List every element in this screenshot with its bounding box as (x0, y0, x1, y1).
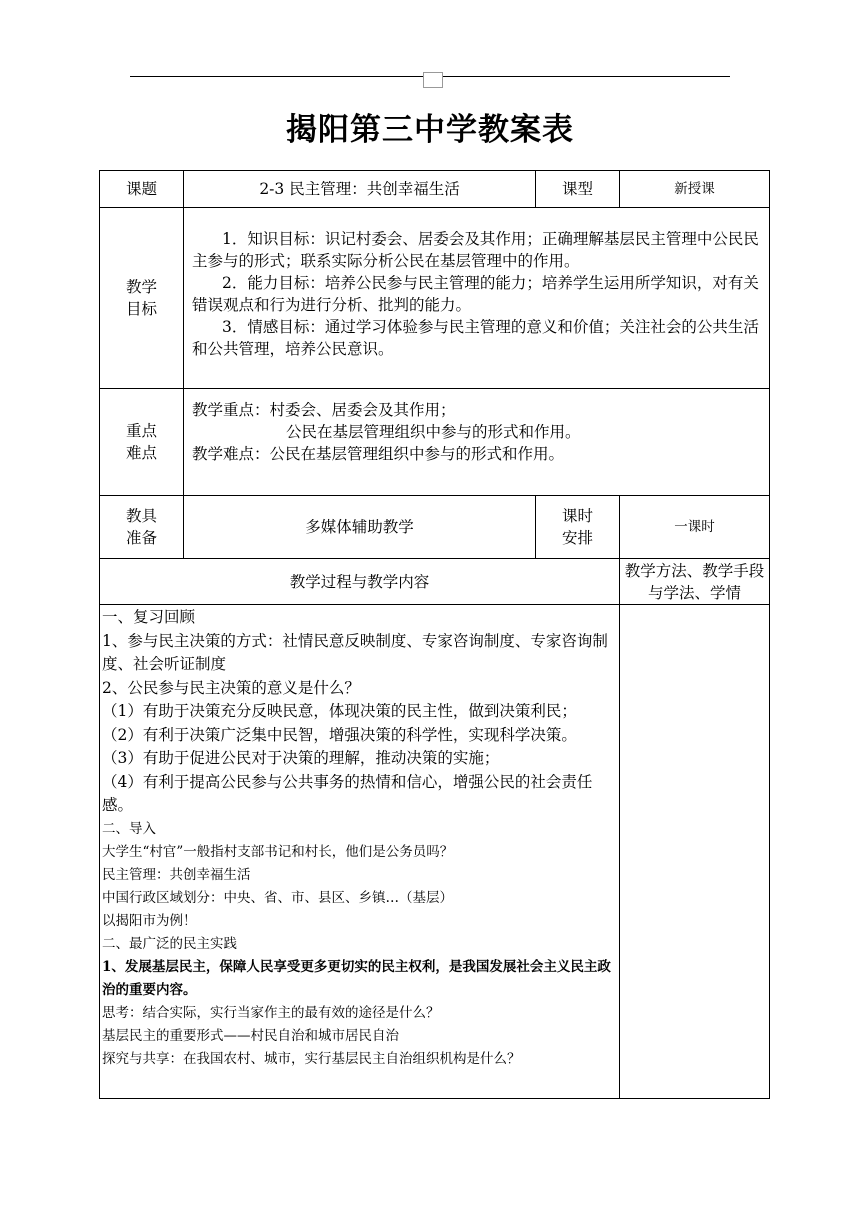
type-label: 课型 (536, 171, 620, 208)
process-methods-content (620, 605, 770, 1099)
difficulty-line: 教学难点：公民在基层管理组织中参与的形式和作用。 (192, 445, 565, 463)
hours-value: 一课时 (620, 496, 770, 559)
key-points-content (184, 389, 770, 496)
key-points-label-line1: 重点 (125, 422, 157, 440)
header-image-placeholder (423, 72, 443, 88)
content-line: 大学生“村官”一般指村支部书记和村长，他们是公务员吗？ (102, 843, 454, 860)
process-header-right: 教学方法、教学手段与学法、学情 (620, 559, 770, 605)
process-header-left: 教学过程与教学内容 (100, 559, 620, 605)
prep-row (100, 496, 770, 559)
content-line: 一、复习回顾 (102, 608, 196, 626)
process-content-row (100, 605, 770, 1099)
content-line: （4）有利于提高公民参与公共事务的热情和信心，增强公民的社会责任感。 (102, 772, 593, 814)
objectives-row (100, 208, 770, 389)
lesson-plan-table (99, 170, 770, 1099)
tools-label-line2: 准备 (125, 529, 157, 547)
topic-row (100, 171, 770, 208)
content-line: （2）有利于决策广泛集中民智，增强决策的科学性，实现科学决策。 (102, 725, 577, 744)
type-value: 新授课 (620, 171, 770, 208)
content-line: 探究与共享：在我国农村、城市，实行基层民主自治组织机构是什么？ (102, 1050, 521, 1067)
objective-emotion: 3．情感目标：通过学习体验参与民主管理的意义和价值；关注社会的公共生活和公共管理，培养公民意识。 (192, 318, 759, 358)
hours-label (536, 496, 620, 559)
content-line: 民主管理：共创幸福生活 (102, 866, 251, 883)
content-line-bold: 1、发展基层民主，保障人民享受更多更切实的民主权利，是我国发展社会主义民主政治的重要内容。 (102, 958, 611, 998)
objectives-label-line1: 教学 (125, 278, 157, 296)
content-line: 二、导入 (102, 820, 156, 837)
content-line: （1）有助于决策充分反映民意，体现决策的民主性，做到决策利民； (102, 702, 577, 720)
content-line: （3）有助于促进公民对于决策的理解，推动决策的实施； (102, 749, 500, 767)
hours-label-line1: 课时 (562, 507, 594, 525)
process-header-row (100, 559, 770, 605)
content-line: 思考：结合实际，实行当家作主的最有效的途径是什么？ (102, 1004, 440, 1021)
tools-label (100, 496, 184, 559)
objective-ability: 2．能力目标：培养公民参与民主管理的能力；培养学生运用所学知识，对有关错误观点和行为进行分析、批判的能力。 (192, 274, 759, 314)
objective-knowledge: 1．知识目标：识记村委会、居委会及其作用；正确理解基层民主管理中公民民主参与的形式；联系实际分析公民在基层管理中的作用。 (192, 230, 759, 270)
key-points-row (100, 389, 770, 496)
process-content (100, 605, 620, 1099)
tools-value: 多媒体辅助教学 (184, 496, 536, 559)
objectives-label-line2: 目标 (125, 300, 157, 318)
focus-line-1: 教学重点：村委会、居委会及其作用； (192, 401, 456, 419)
content-line: 二、最广泛的民主实践 (102, 935, 237, 952)
content-line: 1、参与民主决策的方式：社情民意反映制度、专家咨询制度、专家咨询制度、社会听证制度 (102, 631, 608, 673)
content-line: 2、公民参与民主决策的意义是什么？ (102, 678, 360, 697)
key-points-label-line2: 难点 (125, 444, 157, 462)
focus-line-2: 公民在基层管理组织中参与的形式和作用。 (286, 423, 581, 441)
tools-label-line1: 教具 (125, 507, 157, 525)
topic-value: 2-3 民主管理：共创幸福生活 (184, 171, 536, 208)
content-line: 基层民主的重要形式——村民自治和城市居民自治 (102, 1027, 399, 1044)
topic-label: 课题 (100, 171, 184, 208)
key-points-label (100, 389, 184, 496)
page-title: 揭阳第三中学教案表 (286, 112, 574, 148)
content-line: 以揭阳市为例！ (102, 912, 197, 929)
content-line: 中国行政区域划分：中央、省、市、县区、乡镇…（基层） (102, 889, 453, 906)
hours-label-line2: 安排 (562, 529, 594, 547)
objectives-label (100, 208, 184, 389)
objectives-content (184, 208, 770, 389)
